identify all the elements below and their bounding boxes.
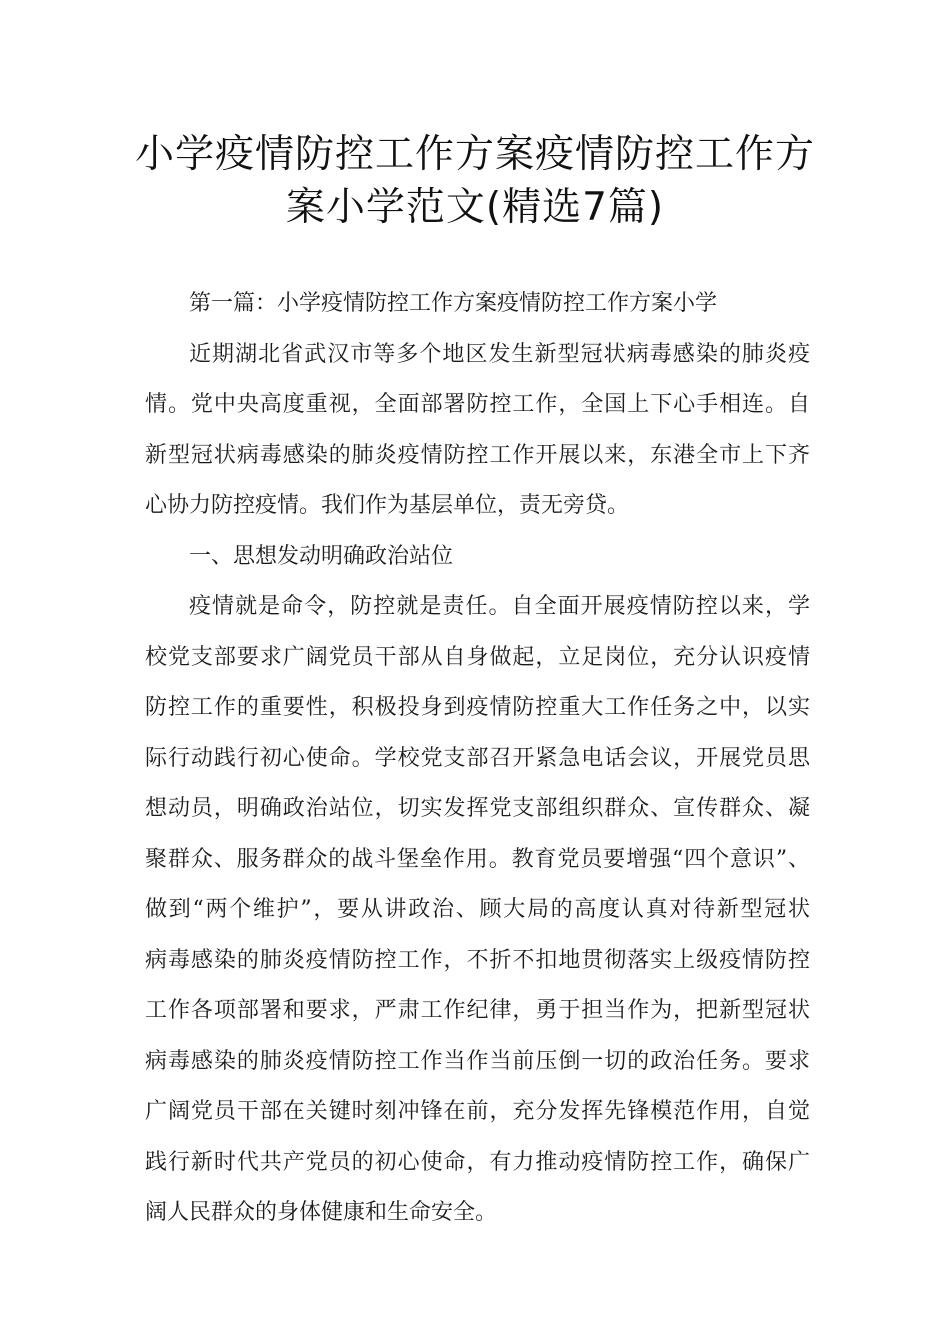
section-heading: 第一篇：小学疫情防控工作方案疫情防控工作方案小学	[189, 291, 718, 316]
paragraph-line: 阔人民群众的身体健康和生命安全。	[145, 1200, 498, 1225]
title-line-2: 案小学范文(精选7篇)	[285, 185, 665, 230]
paragraph-line: 聚群众、服务群众的战斗堡垒作用。教育党员要增强“四个意识”、	[145, 846, 810, 872]
document-body	[145, 279, 810, 1239]
paragraph-line: 广阔党员干部在关键时刻冲锋在前，充分发挥先锋模范作用，自觉	[145, 1099, 810, 1124]
paragraph-line: 际行动践行初心使命。学校党支部召开紧急电话会议，开展党员思	[145, 745, 810, 771]
subsection-heading: 一、思想发动明确政治站位	[189, 543, 454, 569]
paragraph-line: 疫情就是命令，防控就是责任。自全面开展疫情防控以来，学	[189, 594, 810, 619]
paragraph-line: 工作各项部署和要求，严肃工作纪律，勇于担当作为，把新型冠状	[145, 998, 810, 1023]
paragraph-line: 病毒感染的肺炎疫情防控工作，不折不扣地贯彻落实上级疫情防控	[145, 947, 810, 973]
paragraph-line: 新型冠状病毒感染的肺炎疫情防控工作开展以来，东港全市上下齐	[145, 442, 810, 468]
paragraph-line: 情。党中央高度重视，全面部署防控工作，全国上下心手相连。自	[145, 392, 810, 417]
paragraph-line: 心协力防控疫情。我们作为基层单位，责无旁贷。	[145, 493, 630, 518]
paragraph-line: 病毒感染的肺炎疫情防控工作当作当前压倒一切的政治任务。要求	[145, 1048, 810, 1074]
paragraph-line: 想动员，明确政治站位，切实发挥党支部组织群众、宣传群众、凝	[145, 796, 810, 821]
document-title	[100, 128, 850, 234]
paragraph-line: 防控工作的重要性，积极投身到疫情防控重大工作任务之中，以实	[145, 695, 810, 720]
paragraph-line: 近期湖北省武汉市等多个地区发生新型冠状病毒感染的肺炎疫	[189, 341, 810, 367]
paragraph-line: 校党支部要求广阔党员干部从自身做起，立足岗位，充分认识疫情	[145, 644, 810, 670]
paragraph-line: 做到“两个维护”，要从讲政治、顾大局的高度认真对待新型冠状	[145, 897, 810, 922]
title-line-1: 小学疫情防控工作方案疫情防控工作方	[134, 132, 815, 177]
paragraph-line: 践行新时代共产党员的初心使命，有力推动疫情防控工作，确保广	[145, 1149, 810, 1175]
